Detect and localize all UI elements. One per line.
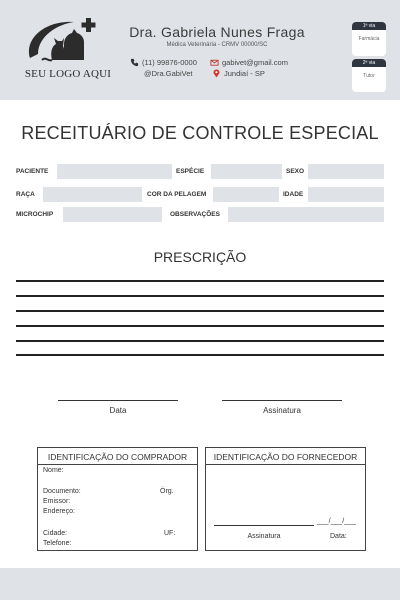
date-label: Data bbox=[109, 406, 127, 415]
buyer-name-label[interactable]: Nome: bbox=[43, 467, 64, 474]
label-cor-pelagem: COR DA PELAGEM bbox=[147, 191, 207, 198]
document-title: RECEITUÁRIO DE CONTROLE ESPECIAL bbox=[21, 123, 379, 143]
buyer-city-label[interactable]: Cidade: bbox=[43, 530, 68, 537]
instagram-contact bbox=[144, 69, 192, 78]
supplier-date-field[interactable]: ___/___/___ bbox=[317, 518, 356, 525]
email-text: gabivet@gmail.com bbox=[222, 58, 288, 67]
city-text: Jundiaí - SP bbox=[224, 69, 265, 78]
phone-icon bbox=[130, 58, 139, 67]
footer-bar bbox=[0, 568, 400, 600]
email-icon bbox=[210, 58, 219, 67]
buyer-document-label[interactable]: Documento: bbox=[43, 488, 81, 495]
especie-field[interactable] bbox=[211, 164, 282, 179]
label-idade: IDADE bbox=[283, 191, 304, 198]
supplier-date-label: Data: bbox=[330, 533, 347, 540]
supplier-signature-line[interactable] bbox=[214, 525, 314, 526]
prescription-title: PRESCRIÇÃO bbox=[153, 249, 247, 265]
logo bbox=[18, 16, 118, 82]
label-especie: ESPÉCIE bbox=[176, 168, 205, 175]
buyer-divider bbox=[37, 464, 198, 465]
prescription-line[interactable] bbox=[16, 280, 384, 282]
microchip-field[interactable] bbox=[63, 207, 162, 222]
via-text: Tutor bbox=[363, 73, 375, 79]
prescription-line[interactable] bbox=[16, 310, 384, 312]
observacoes-field[interactable] bbox=[228, 207, 384, 222]
buyer-title: IDENTIFICAÇÃO DO COMPRADOR bbox=[47, 452, 188, 462]
via-tab-farmacia bbox=[352, 22, 386, 56]
instagram-text: @Dra.GabiVet bbox=[144, 69, 193, 78]
buyer-uf-label[interactable]: UF: bbox=[164, 530, 176, 537]
raca-field[interactable] bbox=[43, 187, 142, 202]
email-contact bbox=[210, 58, 288, 67]
signature-label: Assinatura bbox=[263, 406, 301, 415]
buyer-phone-label[interactable]: Telefone: bbox=[43, 540, 72, 547]
date-line[interactable] bbox=[58, 400, 178, 401]
buyer-org-label[interactable]: Órg. bbox=[160, 488, 174, 495]
supplier-title: IDENTIFICAÇÃO DO FORNECEDOR bbox=[213, 452, 358, 462]
idade-field[interactable] bbox=[308, 187, 384, 202]
paciente-field[interactable] bbox=[57, 164, 172, 179]
signature-line[interactable] bbox=[222, 400, 342, 401]
supplier-divider bbox=[205, 464, 366, 465]
doctor-name: Dra. Gabriela Nunes Fraga bbox=[129, 24, 305, 40]
label-raca: RAÇA bbox=[16, 191, 35, 198]
via-tab-tutor bbox=[352, 59, 386, 92]
prescription-line[interactable] bbox=[16, 325, 384, 327]
buyer-issuer-label[interactable]: Emissor: bbox=[43, 498, 71, 505]
via-label: 1ª via bbox=[352, 22, 386, 30]
label-microchip: MICROCHIP bbox=[16, 211, 54, 218]
via-text: Farmácia bbox=[358, 36, 380, 42]
prescription-line[interactable] bbox=[16, 295, 384, 297]
label-paciente: PACIENTE bbox=[16, 168, 49, 175]
logo-text: SEU LOGO AQUI bbox=[24, 68, 112, 80]
phone-text: (11) 99876-0000 bbox=[142, 58, 197, 67]
prescription-line[interactable] bbox=[16, 340, 384, 342]
city-contact bbox=[212, 69, 265, 78]
cor-pelagem-field[interactable] bbox=[213, 187, 279, 202]
via-label: 2ª via bbox=[352, 59, 386, 67]
sexo-field[interactable] bbox=[308, 164, 384, 179]
supplier-signature-label: Assinatura bbox=[247, 533, 281, 540]
dog-cat-logo-icon bbox=[24, 16, 110, 68]
label-sexo: SEXO bbox=[286, 168, 305, 175]
buyer-address-label[interactable]: Endereço: bbox=[43, 508, 75, 515]
label-observacoes: OBSERVAÇÕES bbox=[170, 211, 220, 218]
prescription-line[interactable] bbox=[16, 354, 384, 356]
header bbox=[0, 0, 400, 100]
phone-contact bbox=[130, 58, 197, 67]
doctor-subtitle: Médica Veterinária - CRMV 00000/SC bbox=[166, 42, 268, 48]
location-pin-icon bbox=[212, 69, 221, 78]
